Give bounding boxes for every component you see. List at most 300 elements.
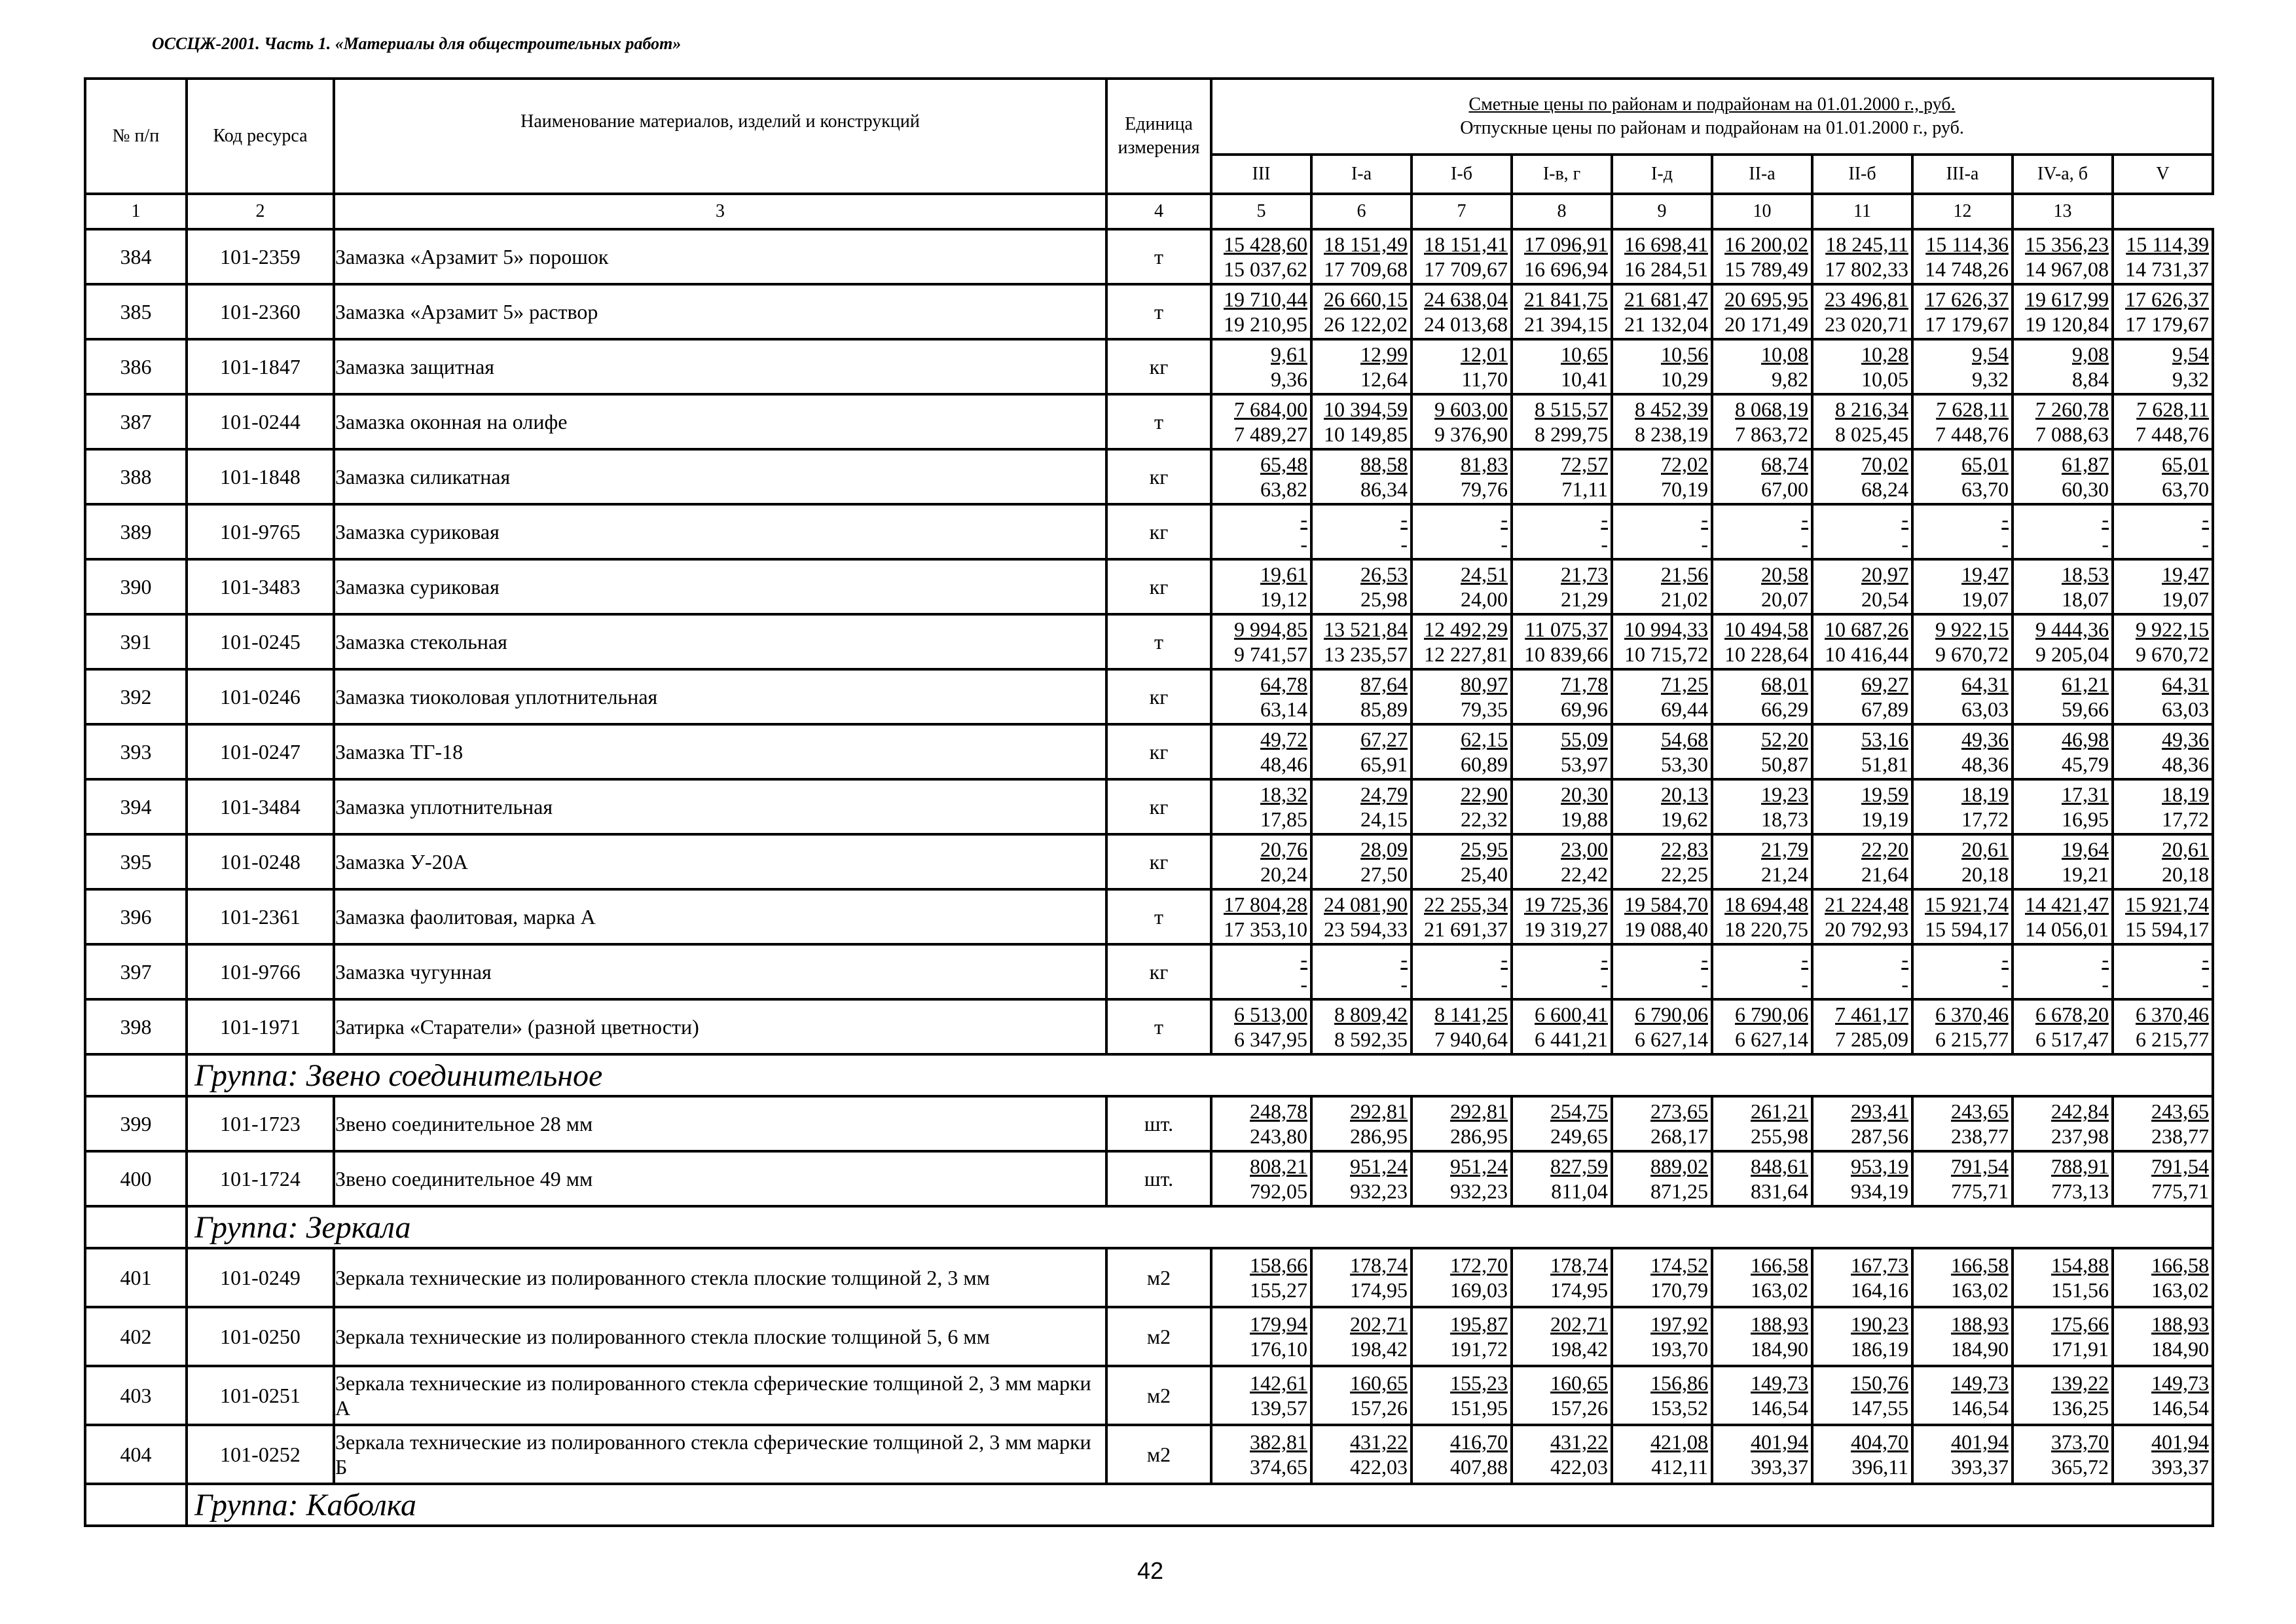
row-number: 404 [85,1425,187,1484]
price-cell [1211,1151,1311,1206]
price-cell [1812,339,1912,394]
column-number: 13 [2013,194,2113,229]
estimated-price: 7 684,00 [1234,397,1307,421]
resource-code: 101-0245 [187,614,334,669]
estimated-price: 188,93 [2151,1312,2210,1336]
price-cell [1512,1307,1612,1366]
price-cell [2113,834,2213,889]
price-cell [1412,779,1512,834]
wholesale-price: 15 789,49 [1724,257,1808,281]
wholesale-price: 9 670,72 [2136,642,2210,666]
estimated-price: 15 114,39 [2126,232,2210,256]
estimated-price: 9 922,15 [1935,618,2009,641]
estimated-price: 19 725,36 [1524,893,1608,916]
material-name: Замазка стекольная [334,614,1106,669]
estimated-price: 18 245,11 [1825,232,1908,256]
estimated-price: 248,78 [1250,1099,1307,1123]
column-number: 2 [187,194,334,229]
estimated-price: 70,02 [1861,452,1908,476]
estimated-price: 17 804,28 [1224,893,1307,916]
price-cell [1512,1425,1612,1484]
price-cell [1512,944,1612,999]
price-cell [1211,1425,1311,1484]
wholesale-price: 10 715,72 [1624,642,1708,666]
wholesale-price: 13 235,57 [1324,642,1408,666]
price-cell [1812,944,1912,999]
estimated-price: 7 461,17 [1835,1003,1908,1026]
unit-of-measure: м2 [1106,1425,1211,1484]
estimated-price: 202,71 [1550,1312,1608,1336]
wholesale-price: 21,29 [1561,587,1608,611]
table-row [85,1151,2213,1206]
wholesale-price: 21 691,37 [1424,917,1508,941]
column-number: 8 [1512,194,1612,229]
wholesale-price: 26 122,02 [1324,312,1408,336]
estimated-price: 160,65 [1550,1371,1608,1395]
price-cell [1912,229,2013,284]
table-row [85,1307,2213,1366]
price-cell [1512,889,1612,944]
wholesale-price: 12 227,81 [1424,642,1508,666]
estimated-price: 24,79 [1360,783,1408,806]
price-cell [1612,614,1712,669]
price-cell [2113,559,2213,614]
price-cell [1612,999,1712,1054]
resource-code: 101-9766 [187,944,334,999]
estimated-price: 848,61 [1751,1154,1808,1178]
wholesale-price: 15 037,62 [1224,257,1307,281]
wholesale-price: 48,36 [1961,752,2009,776]
wholesale-price: 20,18 [2162,862,2210,886]
wholesale-price: 268,17 [1650,1124,1708,1148]
wholesale-price: 21,02 [1661,587,1708,611]
price-cell [1512,1366,1612,1425]
price-cell [2013,614,2113,669]
wholesale-price: 23 594,33 [1324,917,1408,941]
price-cell [1612,559,1712,614]
price-cell [1412,834,1512,889]
wholesale-price: 25,98 [1360,587,1408,611]
wholesale-price: 157,26 [1550,1396,1608,1420]
region-header: III [1211,155,1311,194]
estimated-price: 21 681,47 [1624,287,1708,311]
wholesale-price: 6 441,21 [1535,1027,1608,1051]
price-cell [2113,1096,2213,1151]
unit-of-measure: кг [1106,449,1211,504]
wholesale-price: 7 448,76 [2136,422,2210,446]
wholesale-price: 934,19 [1851,1179,1908,1203]
wholesale-price: 10,41 [1561,367,1608,391]
header-unit [1106,79,1211,194]
resource-code: 101-0252 [187,1425,334,1484]
wholesale-price: 63,82 [1260,477,1307,501]
price-cell [1311,724,1412,779]
price-cell [1712,669,1812,724]
resource-code: 101-0246 [187,669,334,724]
wholesale-price: 8 592,35 [1334,1027,1408,1051]
column-numbers-row [85,194,2213,229]
price-cell [1311,559,1412,614]
wholesale-price: 7 448,76 [1935,422,2009,446]
price-cell [2113,889,2213,944]
price-cell [1812,779,1912,834]
estimated-price: 18,53 [2062,563,2109,586]
wholesale-price: 412,11 [1651,1455,1708,1479]
wholesale-price: 19 210,95 [1224,312,1307,336]
estimated-price: - [1501,948,1508,971]
price-cell [1912,1366,2013,1425]
price-cell [2113,1366,2213,1425]
estimated-price: 149,73 [2151,1371,2210,1395]
estimated-price: 166,58 [1751,1253,1808,1277]
column-number: 10 [1712,194,1812,229]
estimated-price: 172,70 [1450,1253,1508,1277]
column-number: 7 [1412,194,1512,229]
estimated-price: 292,81 [1450,1099,1508,1123]
table-row [85,669,2213,724]
wholesale-price: 163,02 [1951,1278,2009,1302]
wholesale-price: - [1300,532,1307,556]
price-cell [1211,999,1311,1054]
estimated-price: 18 151,49 [1324,232,1408,256]
estimated-price: 15 921,74 [1925,893,2009,916]
price-table [84,77,2214,1527]
wholesale-price: 17 179,67 [2125,312,2210,336]
wholesale-price: 147,55 [1851,1396,1908,1420]
price-cell [1211,779,1311,834]
unit-of-measure: кг [1106,669,1211,724]
price-cell [1812,504,1912,559]
table-row [85,394,2213,449]
row-number: 385 [85,284,187,339]
wholesale-price: 163,02 [1751,1278,1808,1302]
wholesale-price: 10 416,44 [1825,642,1908,666]
estimated-price: 81,83 [1461,452,1508,476]
estimated-price: 401,94 [2151,1430,2210,1454]
wholesale-price: 17 802,33 [1825,257,1908,281]
price-cell [1812,1096,1912,1151]
estimated-price: 22,20 [1861,838,1908,861]
table-row [85,284,2213,339]
wholesale-price: - [1400,972,1408,996]
estimated-price: 10,28 [1861,342,1908,366]
resource-code: 101-1848 [187,449,334,504]
price-cell [1812,284,1912,339]
wholesale-price: 287,56 [1851,1124,1908,1148]
price-cell [1912,339,2013,394]
price-cell [1912,724,2013,779]
price-cell [2013,1307,2113,1366]
price-cell [1612,1248,1712,1307]
wholesale-price: - [1501,972,1508,996]
estimated-price: 178,74 [1350,1253,1408,1277]
price-cell [1412,394,1512,449]
price-cell [1512,669,1612,724]
estimated-price: 178,74 [1550,1253,1608,1277]
wholesale-price: 139,57 [1250,1396,1307,1420]
estimated-price: 10,65 [1561,342,1608,366]
wholesale-price: 67,00 [1761,477,1808,501]
estimated-price: 889,02 [1650,1154,1708,1178]
price-cell [1311,394,1412,449]
price-cell [1311,449,1412,504]
wholesale-price: 153,52 [1650,1396,1708,1420]
price-cell [1712,724,1812,779]
unit-of-measure: т [1106,614,1211,669]
price-cell [2113,944,2213,999]
price-cell [1311,834,1412,889]
wholesale-price: 20 792,93 [1825,917,1908,941]
estimated-price: 404,70 [1851,1430,1908,1454]
wholesale-price: 68,24 [1861,477,1908,501]
material-name: Замазка силикатная [334,449,1106,504]
estimated-price: 9 444,36 [2035,618,2109,641]
wholesale-price: 174,95 [1550,1278,1608,1302]
price-cell [1512,284,1612,339]
price-cell [1812,449,1912,504]
wholesale-price: 21,64 [1861,862,1908,886]
header-code: Код ресурса [187,79,334,194]
estimated-price: 19 710,44 [1224,287,1307,311]
material-name: Замазка оконная на олифе [334,394,1106,449]
price-cell [2113,779,2213,834]
price-cell [1612,889,1712,944]
estimated-price: 61,87 [2062,452,2109,476]
wholesale-price: 65,91 [1360,752,1408,776]
row-number: 389 [85,504,187,559]
price-cell [1412,449,1512,504]
price-cell [2113,724,2213,779]
estimated-price: 19,47 [2162,563,2210,586]
estimated-price: - [1400,507,1408,531]
price-cell [1712,779,1812,834]
header-num: № п/п [85,79,187,194]
estimated-price: 155,23 [1450,1371,1508,1395]
price-cell [1512,449,1612,504]
estimated-price: 17 626,37 [1925,287,2009,311]
price-cell [1712,229,1812,284]
resource-code: 101-0251 [187,1366,334,1425]
material-name: Замазка чугунная [334,944,1106,999]
wholesale-price: 20,24 [1260,862,1307,886]
price-cell [1712,944,1812,999]
wholesale-price: 10 228,64 [1724,642,1808,666]
estimated-price: 20,13 [1661,783,1708,806]
wholesale-price: 170,79 [1650,1278,1708,1302]
material-name: Замазка тиоколовая уплотнительная [334,669,1106,724]
wholesale-price: 871,25 [1650,1179,1708,1203]
wholesale-price: 69,96 [1561,697,1608,721]
price-cell [1912,999,2013,1054]
table-row [85,1425,2213,1484]
price-cell [1912,504,2013,559]
estimated-price: 174,52 [1650,1253,1708,1277]
estimated-price: 9 994,85 [1234,618,1307,641]
wholesale-price: 18,07 [2062,587,2109,611]
wholesale-price: - [1601,972,1608,996]
wholesale-price: 8 238,19 [1635,422,1708,446]
group-row [85,1206,2213,1248]
unit-of-measure: шт. [1106,1096,1211,1151]
wholesale-price: 17,72 [2162,807,2210,831]
region-header: II-б [1812,155,1912,194]
estimated-price: 52,20 [1761,728,1808,751]
estimated-price: 49,72 [1260,728,1307,751]
price-cell [1512,724,1612,779]
price-cell [1211,394,1311,449]
wholesale-price: 237,98 [2051,1124,2109,1148]
price-cell [1712,449,1812,504]
wholesale-price: 24,00 [1461,587,1508,611]
price-cell [1812,669,1912,724]
estimated-price: 21,79 [1761,838,1808,861]
wholesale-price: - [1901,532,1908,556]
price-cell [1412,1366,1512,1425]
estimated-price: 20,58 [1761,563,1808,586]
estimated-price: - [1601,948,1608,971]
wholesale-price: 6 627,14 [1635,1027,1708,1051]
estimated-price: 19,64 [2062,838,2109,861]
estimated-price: 20,61 [1961,838,2009,861]
wholesale-price: 6 215,77 [1935,1027,2009,1051]
price-cell [2013,449,2113,504]
table-row [85,1096,2213,1151]
estimated-price: 791,54 [2151,1154,2210,1178]
price-cell [2113,614,2213,669]
resource-code: 101-1971 [187,999,334,1054]
price-cell [2113,669,2213,724]
estimated-price: 7 628,11 [2136,397,2210,421]
unit-of-measure: м2 [1106,1248,1211,1307]
wholesale-price: 20 171,49 [1724,312,1808,336]
price-cell [1912,1307,2013,1366]
estimated-price: 179,94 [1250,1312,1307,1336]
price-cell [2013,559,2113,614]
estimated-price: - [1601,507,1608,531]
unit-of-measure: м2 [1106,1366,1211,1425]
estimated-price: 15 114,36 [1925,232,2009,256]
price-cell [1211,669,1311,724]
column-number: 1 [85,194,187,229]
row-number: 399 [85,1096,187,1151]
group-title: Группа: Звено соединительное [187,1054,2113,1096]
estimated-price: 24,51 [1461,563,1508,586]
price-cell [2113,1307,2213,1366]
wholesale-price: 69,44 [1661,697,1708,721]
price-cell [1712,1151,1812,1206]
price-cell [2013,1151,2113,1206]
estimated-price: 69,27 [1861,673,1908,696]
price-cell [1812,1425,1912,1484]
estimated-price: 6 370,46 [2136,1003,2210,1026]
estimated-price: 62,15 [1461,728,1508,751]
wholesale-price: 775,71 [1951,1179,2009,1203]
price-cell [1412,1307,1512,1366]
unit-of-measure: кг [1106,834,1211,889]
price-cell [1712,1366,1812,1425]
wholesale-price: 811,04 [1551,1179,1608,1203]
estimated-price: 8 068,19 [1735,397,1808,421]
table-row [85,1248,2213,1307]
estimated-price: 18 694,48 [1724,893,1808,916]
wholesale-price: 6 215,77 [2136,1027,2210,1051]
wholesale-price: 238,77 [1951,1124,2009,1148]
price-cell [1812,724,1912,779]
wholesale-price: - [2001,532,2009,556]
estimated-price: 12,01 [1461,342,1508,366]
header-name: Наименование материалов, изделий и конструкций [334,79,1106,194]
wholesale-price: 155,27 [1250,1278,1307,1302]
wholesale-price: 17 709,68 [1324,257,1408,281]
wholesale-price: 60,30 [2062,477,2109,501]
estimated-price: 20 695,95 [1724,287,1808,311]
estimated-price: 6 600,41 [1535,1003,1608,1026]
price-cell [1912,1425,2013,1484]
material-name: Зеркала технические из полированного стекла плоские толщиной 2, 3 мм [334,1248,1106,1307]
wholesale-price: 63,14 [1260,697,1307,721]
table-row [85,889,2213,944]
estimated-price: 149,73 [1951,1371,2009,1395]
price-cell [1211,1248,1311,1307]
unit-of-measure: т [1106,284,1211,339]
material-name: Замазка У-20А [334,834,1106,889]
material-name: Звено соединительное 49 мм [334,1151,1106,1206]
column-number: 5 [1211,194,1311,229]
estimated-price: 15 921,74 [2125,893,2210,916]
price-cell [1211,889,1311,944]
price-cell [2013,1096,2113,1151]
wholesale-price: 21,24 [1761,862,1808,886]
estimated-price: 20,61 [2162,838,2210,861]
estimated-price: 190,23 [1851,1312,1908,1336]
price-cell [1612,1151,1712,1206]
wholesale-price: 25,40 [1461,862,1508,886]
region-header: III-а [1912,155,2013,194]
estimated-price: - [1501,507,1508,531]
page-title: ОССЦЖ-2001. Часть 1. «Материалы для общестроительных работ» [152,34,682,53]
estimated-price: 156,86 [1650,1371,1708,1395]
estimated-price: 273,65 [1650,1099,1708,1123]
table-row [85,504,2213,559]
estimated-price: 17 096,91 [1524,232,1608,256]
price-cell [1912,669,2013,724]
price-cell [1712,339,1812,394]
price-cell [2013,339,2113,394]
material-name: Замазка защитная [334,339,1106,394]
price-cell [1412,559,1512,614]
estimated-price: 21 224,48 [1825,893,1908,916]
price-cell [2013,394,2113,449]
unit-of-measure: кг [1106,339,1211,394]
table-row [85,999,2213,1054]
price-cell [1211,1366,1311,1425]
resource-code: 101-9765 [187,504,334,559]
estimated-price: - [1701,507,1708,531]
wholesale-price: - [1801,972,1808,996]
price-cell [2113,284,2213,339]
wholesale-price: 24 013,68 [1424,312,1508,336]
price-cell [1412,504,1512,559]
table-row [85,614,2213,669]
wholesale-price: 7 285,09 [1835,1027,1908,1051]
price-cell [1211,944,1311,999]
wholesale-price: 14 056,01 [2025,917,2109,941]
price-cell [2013,779,2113,834]
column-number: 4 [1106,194,1211,229]
estimated-price: 166,58 [1951,1253,2009,1277]
wholesale-price: - [1601,532,1608,556]
estimated-price: 26 660,15 [1324,287,1408,311]
